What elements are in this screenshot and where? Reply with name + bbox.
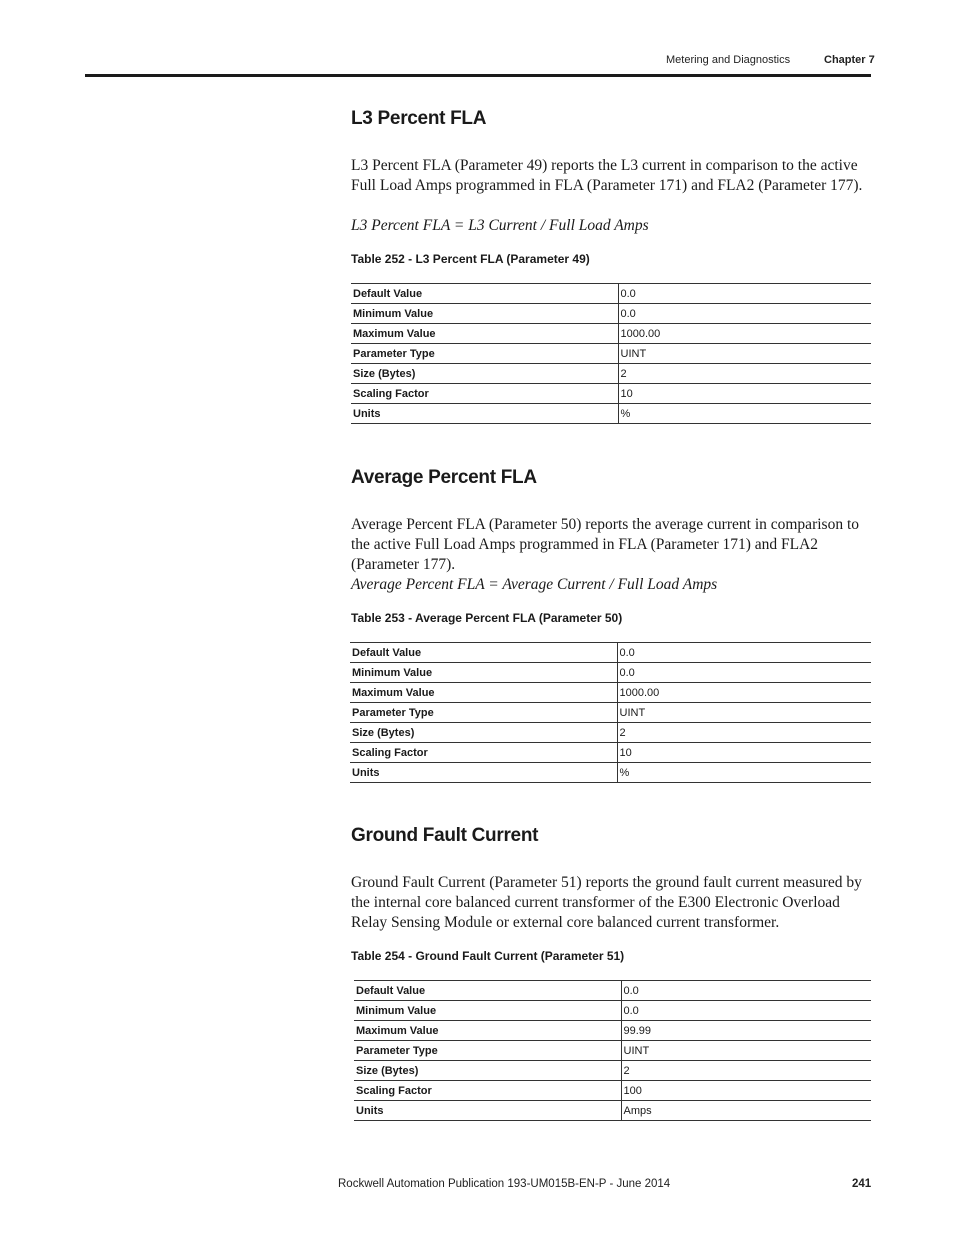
param-value: 2	[618, 364, 871, 384]
table-row	[354, 1001, 871, 1021]
param-key: Default Value	[351, 284, 618, 304]
table-row	[350, 663, 871, 683]
table-row	[354, 1101, 871, 1121]
table-row	[351, 344, 871, 364]
section-formula: L3 Percent FLA = L3 Current / Full Load Amps	[351, 217, 649, 234]
param-key: Size (Bytes)	[351, 364, 618, 384]
param-value: 0.0	[617, 663, 871, 683]
param-value: 10	[618, 384, 871, 404]
param-value: 0.0	[618, 284, 871, 304]
param-value: 1000.00	[618, 324, 871, 344]
table-row	[350, 743, 871, 763]
table-row	[351, 284, 871, 304]
param-key: Default Value	[350, 643, 617, 663]
param-value: 0.0	[621, 981, 871, 1001]
table-row	[351, 384, 871, 404]
section-title: Average Percent FLA	[351, 467, 537, 488]
param-key: Maximum Value	[350, 683, 617, 703]
section-title: L3 Percent FLA	[351, 108, 487, 129]
section-ground-fault-current	[351, 825, 871, 1117]
table-row	[351, 364, 871, 384]
table-caption: Table 252 - L3 Percent FLA (Parameter 49)	[351, 252, 590, 266]
param-key: Size (Bytes)	[354, 1061, 621, 1081]
param-value: 2	[621, 1061, 871, 1081]
page-number: 241	[852, 1178, 872, 1190]
param-value: %	[618, 404, 871, 424]
param-value: UINT	[621, 1041, 871, 1061]
param-value: %	[617, 763, 871, 783]
param-key: Scaling Factor	[350, 743, 617, 763]
param-key: Parameter Type	[351, 344, 618, 364]
param-value: 1000.00	[617, 683, 871, 703]
table-row	[350, 723, 871, 743]
param-key: Parameter Type	[354, 1041, 621, 1061]
table-row	[354, 1061, 871, 1081]
section-body: L3 Percent FLA (Parameter 49) reports the L3 current in comparison to the active Full Load Amps programmed in FLA (Parameter 171) and FLA2 (Parameter 177).	[351, 157, 863, 194]
param-key: Units	[350, 763, 617, 783]
param-key: Default Value	[354, 981, 621, 1001]
param-value: 0.0	[617, 643, 871, 663]
param-key: Minimum Value	[351, 304, 618, 324]
table-row	[354, 1041, 871, 1061]
parameter-table	[354, 980, 871, 1121]
section-body: Ground Fault Current (Parameter 51) reports the ground fault current measured by the internal core balanced current transformer of the E300 Electronic Overload Relay Sensing Module or external core balanced current transformer.	[351, 874, 862, 931]
table-caption: Table 254 - Ground Fault Current (Parameter 51)	[351, 949, 625, 963]
param-value: 2	[617, 723, 871, 743]
table-row	[350, 683, 871, 703]
table-row	[351, 324, 871, 344]
param-key: Maximum Value	[351, 324, 618, 344]
section-body: Average Percent FLA (Parameter 50) reports the average current in comparison to the active Full Load Amps programmed in FLA (Parameter 171) and FLA2 (Parameter 177).	[351, 516, 859, 573]
param-value: UINT	[618, 344, 871, 364]
section-l3-percent-fla	[351, 108, 871, 420]
param-key: Minimum Value	[354, 1001, 621, 1021]
param-value: 10	[617, 743, 871, 763]
table-row	[351, 304, 871, 324]
param-value: 100	[621, 1081, 871, 1101]
param-value: UINT	[617, 703, 871, 723]
table-row	[351, 404, 871, 424]
running-header-section: Metering and Diagnostics	[666, 54, 791, 66]
running-header-chapter: Chapter 7	[824, 54, 875, 66]
footer-publication: Rockwell Automation Publication 193-UM015B-EN-P - June 2014	[338, 1178, 671, 1190]
param-key: Minimum Value	[350, 663, 617, 683]
param-key: Scaling Factor	[351, 384, 618, 404]
param-value: Amps	[621, 1101, 871, 1121]
param-key: Units	[354, 1101, 621, 1121]
table-row	[354, 1021, 871, 1041]
table-row	[354, 981, 871, 1001]
param-key: Maximum Value	[354, 1021, 621, 1041]
section-formula: Average Percent FLA = Average Current / Full Load Amps	[351, 576, 718, 593]
param-value: 99.99	[621, 1021, 871, 1041]
section-average-percent-fla	[351, 467, 871, 779]
param-key: Scaling Factor	[354, 1081, 621, 1101]
param-value: 0.0	[618, 304, 871, 324]
parameter-table	[350, 642, 871, 783]
parameter-table	[351, 283, 871, 424]
table-caption: Table 253 - Average Percent FLA (Parameter 50)	[351, 611, 623, 625]
param-key: Parameter Type	[350, 703, 617, 723]
header-rule	[85, 74, 871, 77]
table-row	[350, 703, 871, 723]
section-title: Ground Fault Current	[351, 825, 539, 846]
param-value: 0.0	[621, 1001, 871, 1021]
table-row	[354, 1081, 871, 1101]
table-row	[350, 763, 871, 783]
param-key: Units	[351, 404, 618, 424]
table-row	[350, 643, 871, 663]
param-key: Size (Bytes)	[350, 723, 617, 743]
